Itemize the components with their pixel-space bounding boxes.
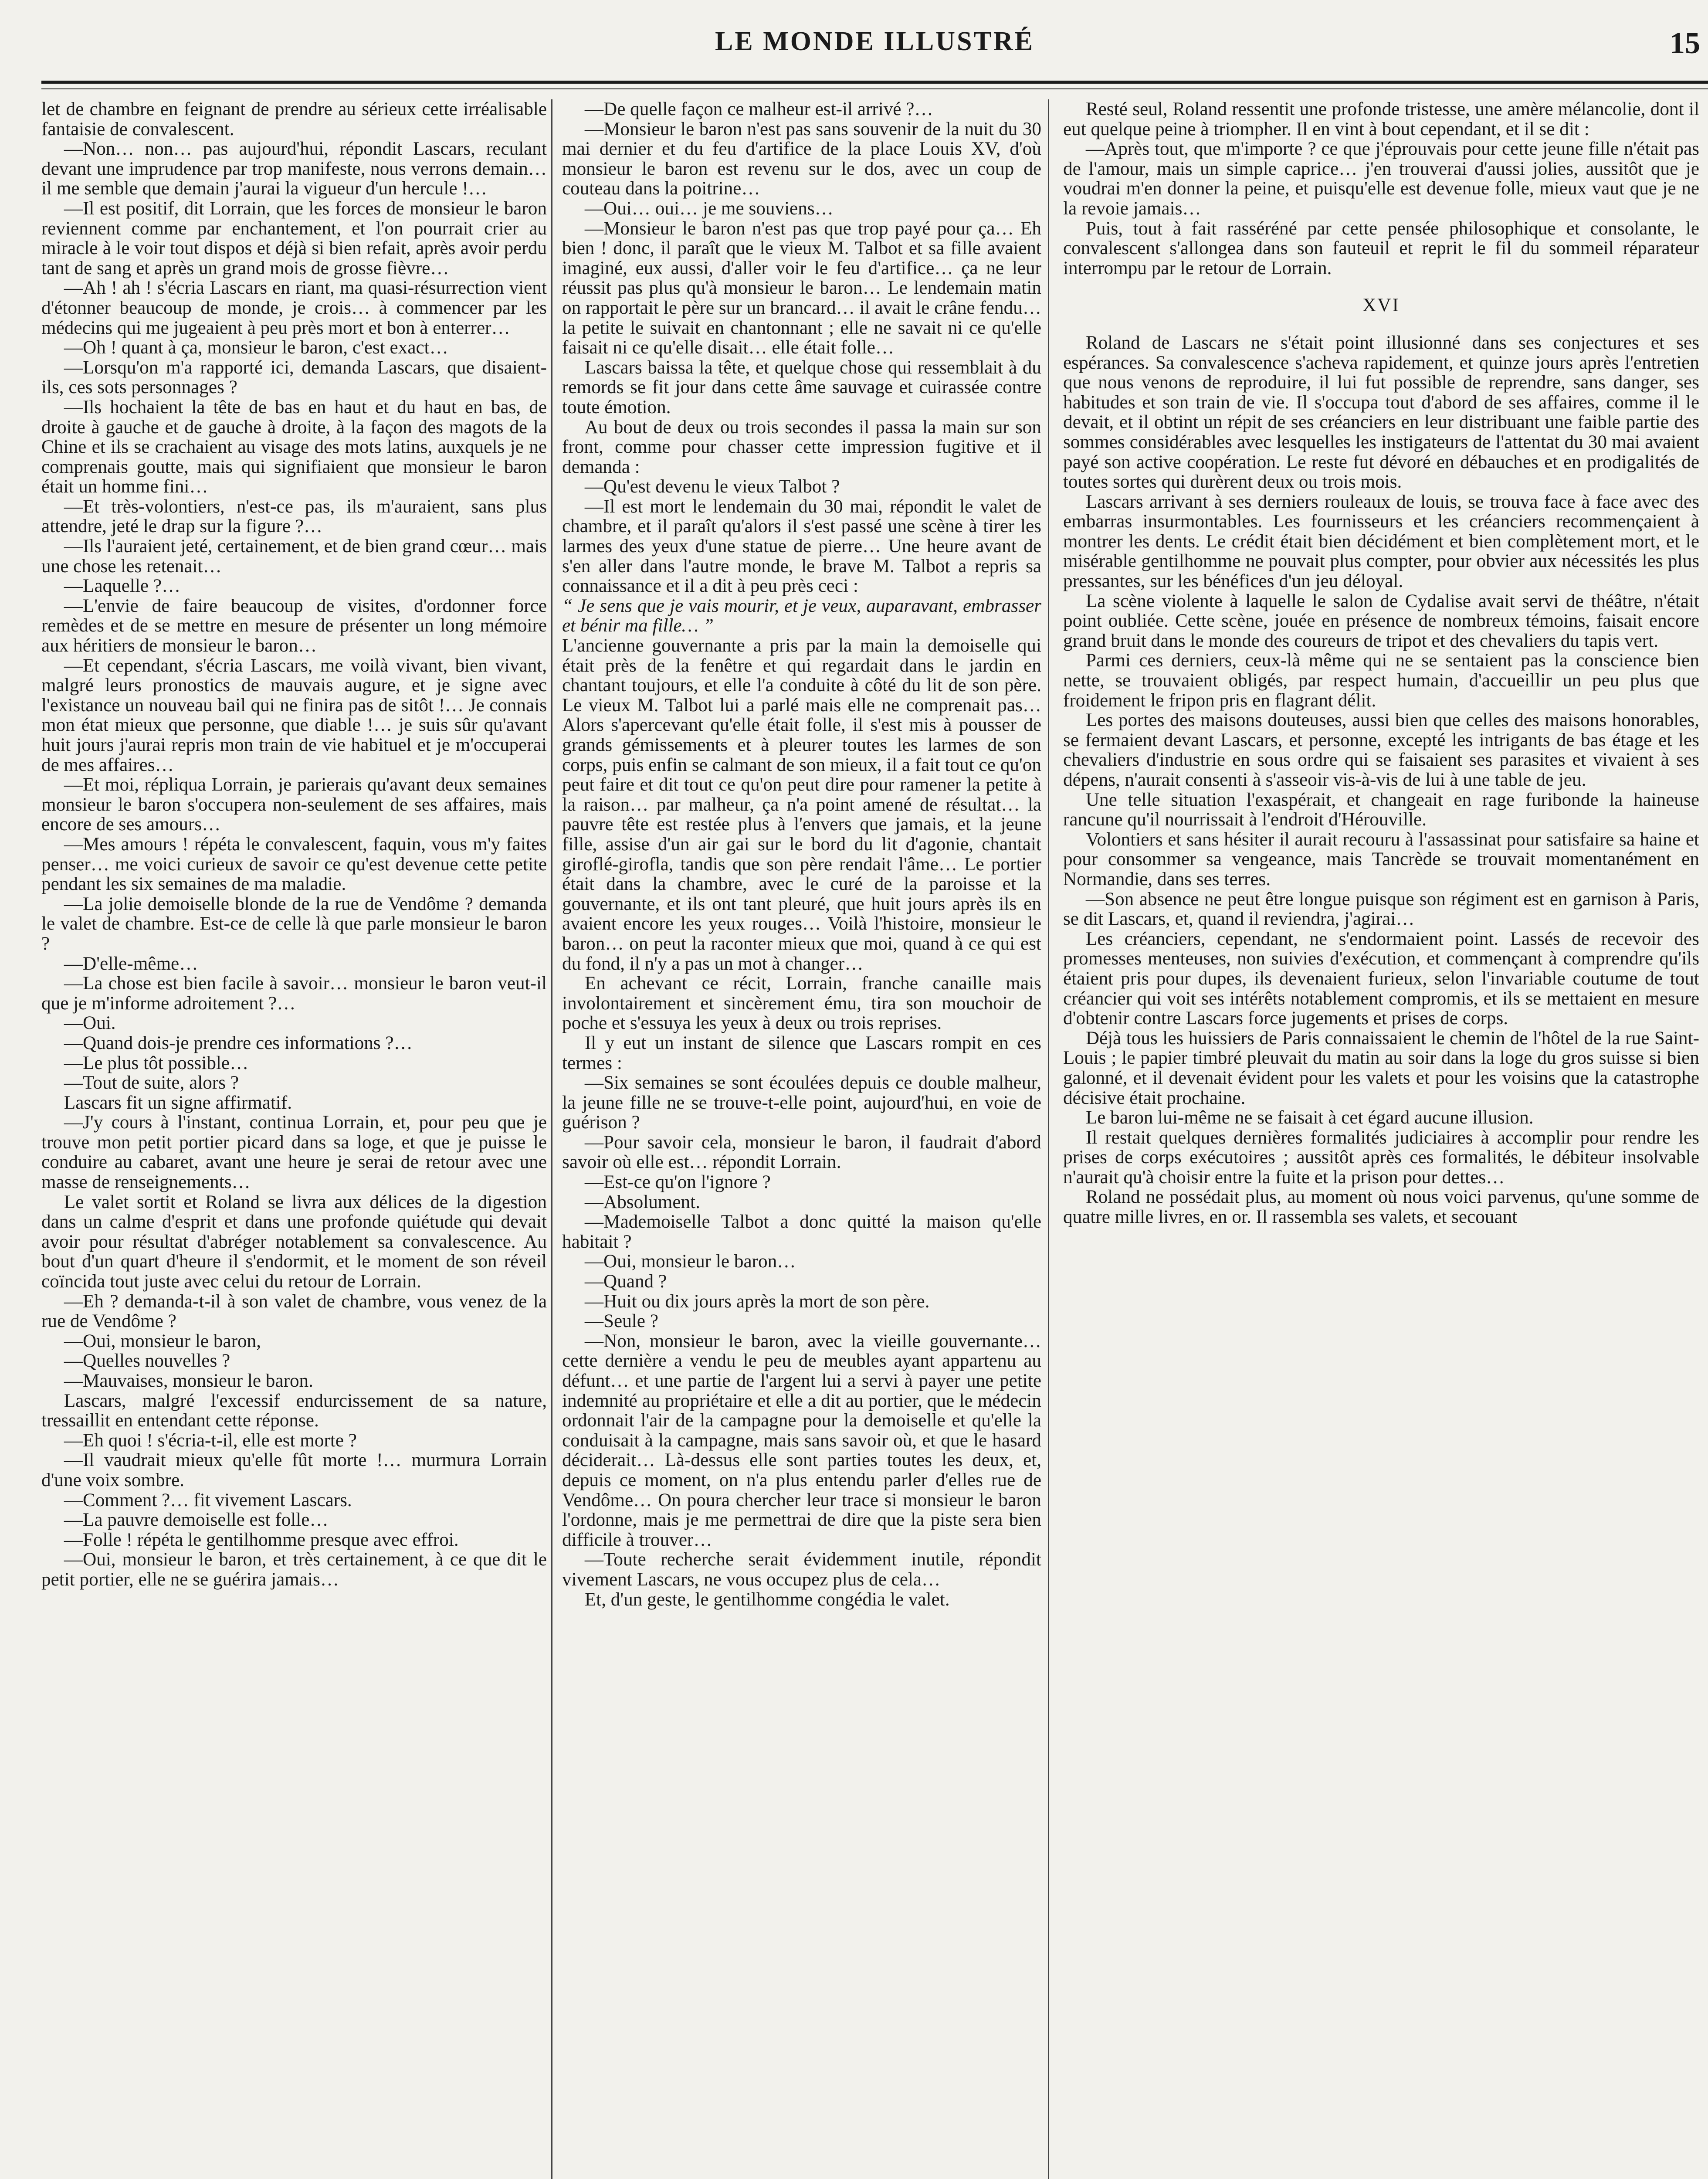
article-paragraph: Le valet sortit et Roland se livra aux délices de la digestion dans un calme d'esprit et dans une profonde quiétude qui devait avoir pour résultat d'abréger notablement sa convalescence. Au bout d'un quart d'heure il s'endormit, et le moment de son réveil coïncida tout juste avec celui du retour de Lorrain.	[41, 1191, 547, 1292]
article-paragraph: —Monsieur le baron n'est pas sans souvenir de la nuit du 30 mai dernier et du feu d'artifice de la place Louis XV, d'où monsieur le baron est revenu sur le dos, avec un coup de couteau dans la poitrine…	[562, 119, 1041, 199]
article-paragraph: —Seule ?	[584, 1311, 658, 1332]
article-paragraph: —Folle ! répéta le gentilhomme presque avec effroi.	[64, 1529, 459, 1550]
article-paragraph: —Monsieur le baron n'est pas que trop payé pour ça… Eh bien ! donc, il paraît que le vieux M. Talbot et sa fille avaient imaginé, eux aussi, d'aller voir le feu d'artifice… ça ne leur réussit pas plus qu'à monsieur le baron… Le lendemain matin on rapportait le père sur un brancard… il avait le crâne fendu… la petite le suivait en chantonnant ; elle ne savait ni ce qu'elle faisait ni ce qu'elle disait… elle était folle…	[562, 218, 1041, 358]
article-paragraph: Les portes des maisons douteuses, aussi bien que celles des maisons honorables, se fermaient devant Lascars, et personne, excepté les intrigants de bas étage et les chevaliers d'industrie en sous ordre qui se faisaient ses parasites et vivaient à ses dépens, n'aurait consenti à s'asseoir vis-à-vis de lui à une table de jeu.	[1063, 710, 1699, 790]
article-paragraph: —De quelle façon ce malheur est-il arrivé ?…	[584, 99, 933, 119]
masthead	[41, 26, 1708, 70]
article-paragraph: La scène violente à laquelle le salon de Cydalise avait servi de théâtre, n'était point oubliée. Cette scène, jouée en présence de nombreux témoins, faisait encore grand bruit dans le monde des coureurs de tripot et des chevaliers du tapis vert.	[1063, 591, 1699, 651]
article-paragraph: —La pauvre demoiselle est folle…	[64, 1510, 329, 1531]
article-paragraph: —Il est positif, dit Lorrain, que les forces de monsieur le baron reviennent comme par enchantement, et l'on pourrait crier au miracle à le voir tout dispos et déjà si bien refait, après avoir perdu tant de sang et après un grand mois de grosse fièvre…	[41, 198, 547, 278]
article-paragraph: —J'y cours à l'instant, continua Lorrain, et, pour peu que je trouve mon petit portier picard dans sa loge, et que je puisse le conduire au cabaret, avant une heure je serai de retour avec une masse de renseignements…	[41, 1112, 547, 1193]
article-paragraph: Lascars fit un signe affirmatif.	[64, 1092, 292, 1113]
article-paragraph: —Il vaudrait mieux qu'elle fût morte !… murmura Lorrain d'une voix sombre.	[41, 1450, 547, 1490]
article-paragraph: —Tout de suite, alors ?	[64, 1073, 239, 1093]
article-paragraph: —Le plus tôt possible…	[64, 1052, 249, 1073]
article-paragraph: Les créanciers, cependant, ne s'endormaient point. Lassés de recevoir des promesses menteuses, non suivies d'exécution, et commençant à comprendre qu'ils étaient pris pour dupes, ils devenaient furieux, selon l'invariable coutume de tout créancier qui voit ses intérêts notablement compromis, et ils se mettaient en mesure d'obtenir contre Lascars force jugements et prises de corps.	[1063, 928, 1699, 1029]
article-paragraph: Roland de Lascars ne s'était point illusionné dans ses conjectures et ses espérances. Sa convalescence s'acheva rapidement, et quinze jours après l'entretien que nous venons de reproduire, il lui fut possible de reprendre, sans danger, ses habitudes et son train de vie. Il s'occupa tout d'abord de ses affaires, comme il le devait, et il obtint un répit de ses créanciers en leur distribuant une faible partie des sommes considérables avec lesquelles les instigateurs de l'attentat du 30 mai avaient payé son active coopération. Le reste fut dévoré en débauches et en prodigalités de toutes sortes qui durèrent deux ou trois mois.	[1063, 332, 1699, 492]
article-paragraph: —Ah ! ah ! s'écria Lascars en riant, ma quasi-résurrection vient d'étonner beaucoup de monde, je crois… à commencer par les médecins qui me jugeaient à peu près mort et bon à enterrer…	[41, 278, 547, 338]
text-column-2	[562, 99, 1041, 2179]
article-paragraph: —Laquelle ?…	[64, 576, 181, 597]
article-paragraph: —L'envie de faire beaucoup de visites, d'ordonner force remèdes et de se mettre en mesure de présenter un long mémoire aux héritiers de monsieur le baron…	[41, 595, 547, 656]
article-paragraph: —Toute recherche serait évidemment inutile, répondit vivement Lascars, ne vous occupez plus de cela…	[562, 1549, 1041, 1590]
article-paragraph: —Eh quoi ! s'écria-t-il, elle est morte ?	[64, 1430, 357, 1451]
article-paragraph: —Oh ! quant à ça, monsieur le baron, c'est exact…	[64, 337, 448, 358]
page-number: 15	[1670, 27, 1700, 60]
article-paragraph: —Oui, monsieur le baron, et très certainement, à ce que dit le petit portier, elle ne se guérira jamais…	[41, 1549, 547, 1590]
article-paragraph: Parmi ces derniers, ceux-là même qui ne se sentaient pas la conscience bien nette, se trouvaient obligés, par respect humain, d'accueillir un peu plus que froidement le fripon pris en flagrant délit.	[1063, 650, 1699, 711]
article-paragraph: —Après tout, que m'importe ? ce que j'éprouvais pour cette jeune fille n'était pas de l'amour, mais un simple caprice… j'en trouverai d'aussi jolies, aussitôt que je voudrai m'en donner la peine, et puisqu'elle est devenue folle, mieux vaut que je ne la revoie jamais…	[1063, 139, 1699, 219]
article-paragraph: —Quand ?	[584, 1271, 667, 1292]
article-paragraph: Le baron lui-même ne se faisait à cet égard aucune illusion.	[1085, 1107, 1534, 1128]
article-paragraph: —Et cependant, s'écria Lascars, me voilà vivant, bien vivant, malgré leurs pronostics de mauvais augure, et je signe avec l'existance un nouveau bail qui ne finira pas de sitôt !… Je connais mon état mieux que personne, que diable !… je suis sûr qu'avant huit jours j'aurai repris mon train de vie habituel et je m'occuperai de mes affaires…	[41, 655, 547, 775]
article-paragraph: —Six semaines se sont écoulées depuis ce double malheur, la jeune fille ne se trouve-t-elle point, aujourd'hui, en voie de guérison ?	[562, 1073, 1041, 1133]
article-paragraph: —Est-ce qu'on l'ignore ?	[584, 1172, 771, 1193]
article-paragraph: —Pour savoir cela, monsieur le baron, il faudrait d'abord savoir où elle est… répondit Lorrain.	[562, 1132, 1041, 1173]
article-paragraph: —Et très-volontiers, n'est-ce pas, ils m'auraient, sans plus attendre, jeté le drap sur la figure ?…	[41, 496, 547, 537]
article-paragraph: —Oui… oui… je me souviens…	[584, 198, 834, 219]
article-paragraph: —Qu'est devenu le vieux Talbot ?	[584, 476, 840, 497]
article-paragraph: Volontiers et sans hésiter il aurait recouru à l'assassinat pour satisfaire sa haine et pour consommer sa vengeance, mais Tancrède se trouvait momentanément en Normandie, dans ses terres.	[1063, 829, 1699, 889]
article-paragraph: Il restait quelques dernières formalités judiciaires à accomplir pour rendre les prises de corps exécutoires ; aussitôt après ces formalités, le débiteur insolvable n'aurait qu'à choisir entre la fuite et la prison pour dettes…	[1063, 1127, 1699, 1188]
article-paragraph: —Absolument.	[584, 1191, 700, 1212]
article-paragraph: —Eh ? demanda-t-il à son valet de chambre, vous venez de la rue de Vendôme ?	[41, 1291, 547, 1332]
article-paragraph: —Mes amours ! répéta le convalescent, faquin, vous m'y faites penser… me voici curieux de savoir ce qu'est devenue cette petite pendant les six semaines de ma maladie.	[41, 834, 547, 895]
column-divider	[551, 99, 552, 2179]
column-divider	[1048, 99, 1049, 2179]
text-column-3	[1063, 99, 1699, 2179]
article-paragraph: Lascars, malgré l'excessif endurcissement de sa nature, tressaillit en entendant cette réponse.	[41, 1390, 547, 1431]
article-paragraph: En achevant ce récit, Lorrain, franche canaille mais involontairement et sincèrement ému, tira son mouchoir de poche et s'essuya les yeux à deux ou trois reprises.	[562, 973, 1041, 1034]
article-paragraph: Il y eut un instant de silence que Lascars rompit en ces termes :	[562, 1032, 1041, 1073]
article-paragraph: Lascars arrivant à ses derniers rouleaux de louis, se trouva face à face avec des embarras insurmontables. Les fournisseurs et les créanciers recommençaient à montrer les dents. Le crédit était bien décidément et bien complètement mort, et le misérable gentilhomme ne pouvait plus compter, pour obvier aux nécessités les plus pressantes, sur les bénéfices d'un jeu déloyal.	[1063, 491, 1699, 592]
article-paragraph: —Huit ou dix jours après la mort de son père.	[584, 1291, 930, 1312]
article-paragraph: —Oui, monsieur le baron,	[64, 1330, 261, 1351]
header-rule-thick	[41, 81, 1708, 84]
article-paragraph: —Lorsqu'on m'a rapporté ici, demanda Lascars, que disaient-ils, ces sots personnages ?	[41, 357, 547, 398]
article-paragraph: Une telle situation l'exaspérait, et changeait en rage furibonde la haineuse rancune qu'il nourrissait à l'endroit d'Hérouville.	[1063, 789, 1699, 830]
article-paragraph: let de chambre en feignant de prendre au sérieux cette irréalisable fantaisie de convalescent.	[41, 99, 547, 139]
article-paragraph: —La chose est bien facile à savoir… monsieur le baron veut-il que je m'informe adroitement ?…	[41, 973, 547, 1014]
article-paragraph: —Quand dois-je prendre ces informations ?…	[64, 1032, 413, 1053]
text-column-1	[41, 99, 547, 2179]
article-paragraph: —Mademoiselle Talbot a donc quitté la maison qu'elle habitait ?	[562, 1212, 1041, 1252]
article-paragraph: —Mauvaises, monsieur le baron.	[64, 1371, 313, 1391]
article-paragraph: Et, d'un geste, le gentilhomme congédia le valet.	[584, 1589, 950, 1610]
article-paragraph: —La jolie demoiselle blonde de la rue de Vendôme ? demanda le valet de chambre. Est-ce de celle là que parle monsieur le baron ?	[41, 893, 547, 954]
article-paragraph: Déjà tous les huissiers de Paris connaissaient le chemin de l'hôtel de la rue Saint-Louis ; le papier timbré pleuvait du matin au soir dans la loge du gros suisse si bien galonné, et il devenait évident pour les valets et pour les voisins que la catastrophe décisive était prochaine.	[1063, 1028, 1699, 1108]
page-title: LE MONDE ILLUSTRÉ	[715, 27, 1034, 56]
article-paragraph: Puis, tout à fait rasséréné par cette pensée philosophique et consolante, le convalescent s'allongea dans son fauteuil et reprit le fil du sommeil réparateur interrompu par le retour de Lorrain.	[1063, 218, 1699, 278]
article-paragraph: —Il est mort le lendemain du 30 mai, répondit le valet de chambre, et il paraît qu'alors il s'est passé une scène à tirer les larmes des yeux d'une statue de pierre… Une heure avant de s'en aller dans l'autre monde, le brave M. Talbot a repris sa connaissance et il a dit à peu près ceci :	[562, 496, 1041, 597]
header-rule-thin	[41, 88, 1708, 89]
chapter-heading: XVI	[1362, 295, 1400, 316]
article-paragraph: Roland ne possédait plus, au moment où nous voici parvenus, qu'une somme de quatre mille livres, en or. Il rassembla ses valets, et secouant	[1063, 1187, 1699, 1228]
article-paragraph: L'ancienne gouvernante a pris par la main la demoiselle qui était près de la fenêtre et qui regardait dans le jardin en chantant toujours, et elle l'a conduite à côté du lit de son père. Le vieux M. Talbot lui a parlé mais elle ne comprenait pas… Alors s'apercevant qu'elle était folle, il s'est mis à pousser de grands gémissements et à pleurer toutes les larmes de son corps, puis enfin se calmant de son mieux, il a fait tout ce qu'on peut faire et dit tout ce qu'on peut dire pour ramener la petite à la raison… par malheur, ça n'a point amené de résultat… la pauvre tête est restée plus à l'envers que jamais, et la jeune fille, assise d'un air gai sur le bord du lit d'agonie, chantait giroflé-girofla, tandis que son père rendait l'âme… Le portier était dans la chambre, avec le curé de la paroisse et la gouvernante, et ils ont tant pleuré, que huit jours après ils en avaient encore les yeux rouges… Voilà l'histoire, monsieur le baron… on peut la raconter mieux que moi, quand à ce qui est du fond, il n'y a pas un mot à changer…	[562, 635, 1041, 974]
article-paragraph: —Oui.	[64, 1013, 116, 1034]
article-paragraph: —Ils hochaient la tête de bas en haut et du haut en bas, de droite à gauche et de gauche à droite, à la façon des magots de la Chine et ils se crachaient au visage des mots latins, auxquels je ne comprenais goutte, mais qui signifiaient que monsieur le baron était un homme fini…	[41, 397, 547, 497]
article-paragraph: —Non… non… pas aujourd'hui, répondit Lascars, reculant devant une imprudence par trop manifeste, nous verrons demain… il me semble que demain j'aurai la vigueur d'un hercule !…	[41, 139, 547, 199]
article-paragraph: —Comment ?… fit vivement Lascars.	[64, 1490, 352, 1510]
article-paragraph: —Oui, monsieur le baron…	[584, 1251, 796, 1272]
article-paragraph: —Quelles nouvelles ?	[64, 1351, 230, 1371]
article-paragraph: —Son absence ne peut être longue puisque son régiment est en garnison à Paris, se dit Lascars, et, quand il reviendra, j'agirai…	[1063, 889, 1699, 930]
article-paragraph: —Et moi, répliqua Lorrain, je parierais qu'avant deux semaines monsieur le baron s'occupera non-seulement de ses affaires, mais encore de ses amours…	[41, 774, 547, 835]
article-paragraph: “ Je sens que je vais mourir, et je veux, auparavant, embrasser et bénir ma fille… ”	[562, 595, 1041, 636]
article-paragraph: —D'elle-même…	[64, 953, 198, 974]
article-paragraph: Lascars baissa la tête, et quelque chose qui ressemblait à du remords se fit jour dans cette âme sauvage et cuirassée contre toute émotion.	[562, 357, 1041, 417]
article-paragraph: —Non, monsieur le baron, avec la vieille gouvernante… cette dernière a vendu le peu de meubles ayant appartenu au défunt… et une partie de l'argent lui a servi à payer une petite indemnité au propriétaire et elle a dit au portier, que le médecin ordonnait l'air de la campagne pour la demoiselle et qu'elle la conduisait à la campagne, mais sans savoir où, et que le hasard déciderait… Là-dessus elle sont parties toutes les deux, et, depuis ce moment, on n'a plus entendu parler d'elles rue de Vendôme… On poura chercher leur trace si monsieur le baron l'ordonne, mais je me permettrai de dire que la piste sera bien difficile à trouver…	[562, 1330, 1041, 1550]
article-paragraph: —Ils l'auraient jeté, certainement, et de bien grand cœur… mais une chose les retenait…	[41, 536, 547, 577]
article-paragraph: Au bout de deux ou trois secondes il passa la main sur son front, comme pour chasser cette impression fugitive et il demanda :	[562, 417, 1041, 477]
article-paragraph: Resté seul, Roland ressentit une profonde tristesse, une amère mélancolie, dont il eut quelque peine à triompher. Il en vint à bout cependant, et il se dit :	[1063, 99, 1699, 139]
